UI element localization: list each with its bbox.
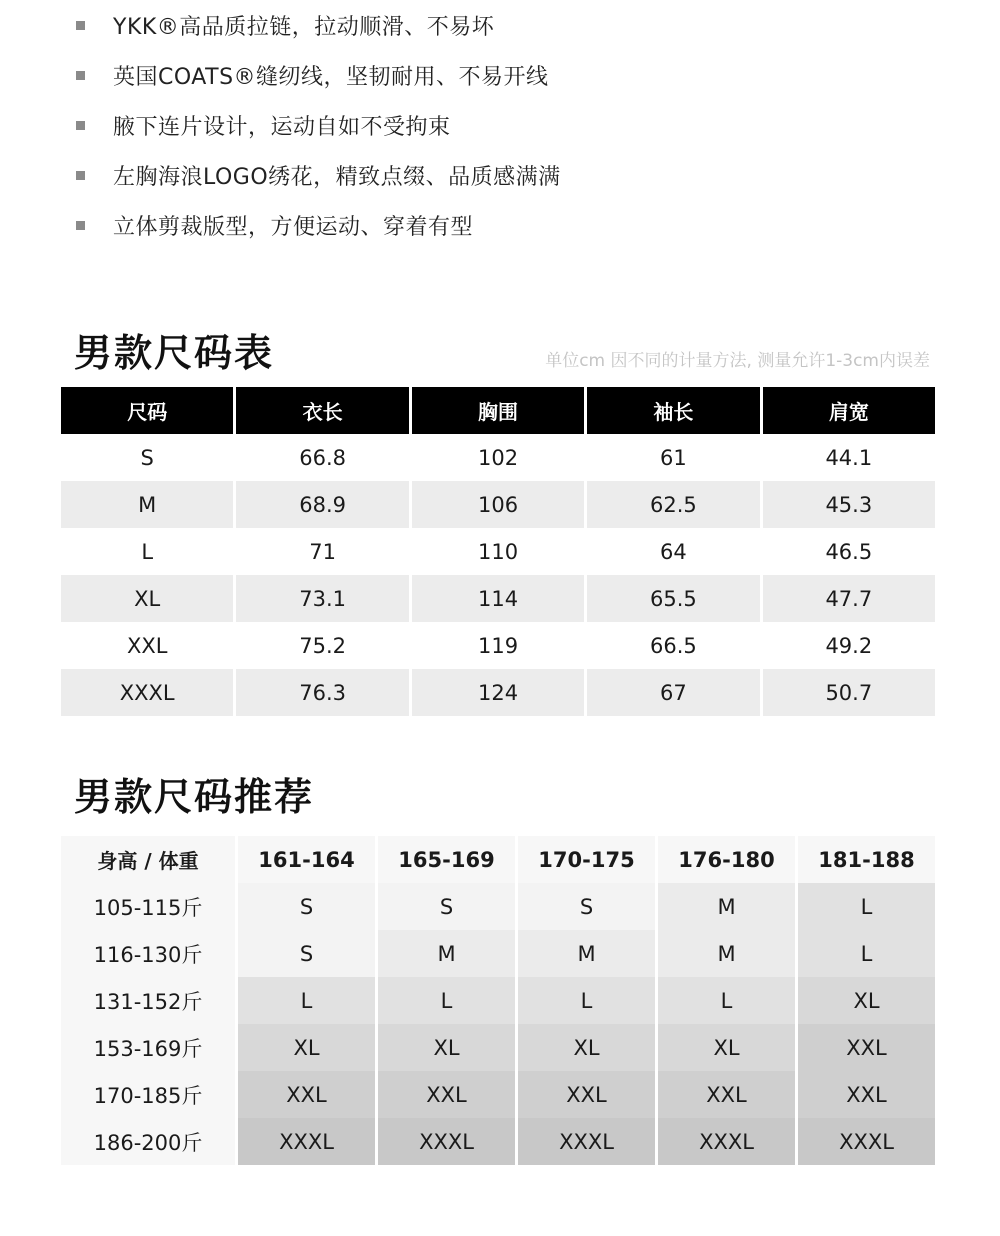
table-cell: 45.3 <box>763 481 935 528</box>
table-cell: 61 <box>587 434 759 481</box>
table-row <box>61 622 935 669</box>
square-bullet-icon <box>76 121 85 130</box>
feature-text: 立体剪裁版型，方便运动、穿着有型 <box>113 214 474 240</box>
table-row <box>61 1024 935 1071</box>
size-cell: L <box>238 977 375 1024</box>
height-header: 170-175 <box>518 836 655 883</box>
table-row <box>61 481 935 528</box>
table-row <box>61 977 935 1024</box>
feature-item <box>76 0 776 50</box>
table-cell: XXXL <box>61 669 233 716</box>
measurement-note: 单位cm 因不同的计量方法, 测量允许1-3cm内误差 <box>545 351 930 371</box>
size-cell: L <box>798 930 935 977</box>
recommendation-title: 男款尺码推荐 <box>74 775 315 819</box>
size-cell: XL <box>518 1024 655 1071</box>
table-cell: 71 <box>236 528 408 575</box>
table-cell: M <box>61 481 233 528</box>
size-cell: XXXL <box>518 1118 655 1165</box>
table-row <box>61 434 935 481</box>
size-cell: L <box>798 883 935 930</box>
size-cell: M <box>658 930 795 977</box>
table-header-row <box>61 836 935 883</box>
size-cell: XL <box>238 1024 375 1071</box>
feature-item <box>76 100 776 150</box>
table-row <box>61 930 935 977</box>
height-header: 161-164 <box>238 836 375 883</box>
weight-label: 131-152斤 <box>61 977 235 1024</box>
weight-label: 116-130斤 <box>61 930 235 977</box>
feature-item <box>76 200 776 250</box>
square-bullet-icon <box>76 171 85 180</box>
table-cell: 114 <box>412 575 584 622</box>
column-header: 衣长 <box>236 387 408 434</box>
size-cell: S <box>238 883 375 930</box>
table-cell: 124 <box>412 669 584 716</box>
table-cell: 75.2 <box>236 622 408 669</box>
size-cell: M <box>518 930 655 977</box>
table-cell: 68.9 <box>236 481 408 528</box>
height-header: 181-188 <box>798 836 935 883</box>
size-cell: L <box>518 977 655 1024</box>
size-cell: XL <box>378 1024 515 1071</box>
table-cell: 44.1 <box>763 434 935 481</box>
table-cell: 110 <box>412 528 584 575</box>
table-row <box>61 883 935 930</box>
table-cell: 47.7 <box>763 575 935 622</box>
size-cell: M <box>378 930 515 977</box>
table-row <box>61 669 935 716</box>
table-row <box>61 1118 935 1165</box>
table-cell: 67 <box>587 669 759 716</box>
size-cell: XXL <box>518 1071 655 1118</box>
height-header: 176-180 <box>658 836 795 883</box>
size-cell: XXXL <box>798 1118 935 1165</box>
weight-label: 105-115斤 <box>61 883 235 930</box>
table-cell: 106 <box>412 481 584 528</box>
table-cell: 49.2 <box>763 622 935 669</box>
feature-text: YKK®高品质拉链，拉动顺滑、不易坏 <box>113 14 495 40</box>
table-cell: 73.1 <box>236 575 408 622</box>
size-cell: XXL <box>378 1071 515 1118</box>
weight-label: 153-169斤 <box>61 1024 235 1071</box>
feature-text: 左胸海浪LOGO绣花，精致点缀、品质感满满 <box>113 164 561 190</box>
column-header: 尺码 <box>61 387 233 434</box>
table-row <box>61 528 935 575</box>
size-recommendation-table <box>61 836 935 1165</box>
table-cell: L <box>61 528 233 575</box>
table-cell: 50.7 <box>763 669 935 716</box>
table-cell: XL <box>61 575 233 622</box>
square-bullet-icon <box>76 71 85 80</box>
size-cell: XXL <box>798 1024 935 1071</box>
size-cell: S <box>238 930 375 977</box>
column-header: 肩宽 <box>763 387 935 434</box>
size-cell: XL <box>798 977 935 1024</box>
weight-label: 170-185斤 <box>61 1071 235 1118</box>
table-header-row <box>61 387 935 434</box>
table-cell: 64 <box>587 528 759 575</box>
size-cell: S <box>518 883 655 930</box>
size-cell: XXXL <box>378 1118 515 1165</box>
table-cell: S <box>61 434 233 481</box>
feature-text: 腋下连片设计，运动自如不受拘束 <box>113 114 451 140</box>
weight-label: 186-200斤 <box>61 1118 235 1165</box>
table-cell: 62.5 <box>587 481 759 528</box>
size-cell: XXL <box>658 1071 795 1118</box>
feature-item <box>76 150 776 200</box>
table-cell: 76.3 <box>236 669 408 716</box>
square-bullet-icon <box>76 21 85 30</box>
height-header: 165-169 <box>378 836 515 883</box>
table-cell: XXL <box>61 622 233 669</box>
size-chart-table <box>61 387 935 716</box>
size-cell: XXL <box>238 1071 375 1118</box>
size-cell: M <box>658 883 795 930</box>
column-header: 袖长 <box>587 387 759 434</box>
size-cell: XXL <box>798 1071 935 1118</box>
size-cell: S <box>378 883 515 930</box>
table-row <box>61 575 935 622</box>
table-row <box>61 1071 935 1118</box>
table-cell: 102 <box>412 434 584 481</box>
table-cell: 46.5 <box>763 528 935 575</box>
table-cell: 119 <box>412 622 584 669</box>
size-cell: L <box>378 977 515 1024</box>
size-cell: XXXL <box>658 1118 795 1165</box>
feature-item <box>76 50 776 100</box>
size-cell: L <box>658 977 795 1024</box>
size-chart-title: 男款尺码表 <box>74 331 275 375</box>
table-cell: 66.8 <box>236 434 408 481</box>
table-cell: 66.5 <box>587 622 759 669</box>
corner-header: 身高 / 体重 <box>61 836 235 883</box>
column-header: 胸围 <box>412 387 584 434</box>
feature-text: 英国COATS®缝纫线，坚韧耐用、不易开线 <box>113 64 549 90</box>
table-cell: 65.5 <box>587 575 759 622</box>
size-cell: XL <box>658 1024 795 1071</box>
size-cell: XXXL <box>238 1118 375 1165</box>
feature-list <box>76 0 776 250</box>
square-bullet-icon <box>76 221 85 230</box>
